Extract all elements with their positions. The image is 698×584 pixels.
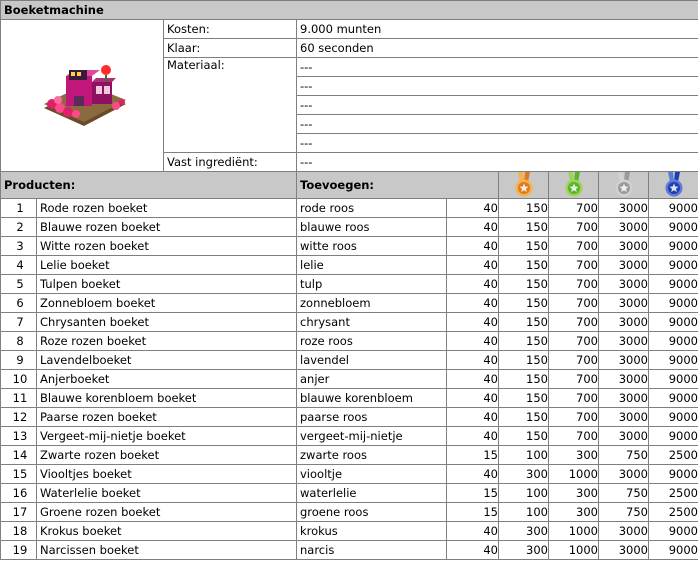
medal-value: 150	[499, 332, 549, 351]
medal-value: 40	[447, 541, 499, 560]
medal-value: 700	[549, 275, 599, 294]
medal-value: 700	[549, 332, 599, 351]
vast-ingredient-label: Vast ingrediënt:	[164, 153, 297, 172]
medal-value: 700	[549, 199, 599, 218]
medal-value: 40	[447, 275, 499, 294]
row-number: 2	[1, 218, 37, 237]
medal-value: 9000	[649, 218, 698, 237]
ingredient-name: paarse roos	[297, 408, 447, 427]
product-name: Blauwe rozen boeket	[37, 218, 297, 237]
medal-value: 150	[499, 408, 549, 427]
medal-value: 15	[447, 503, 499, 522]
medal-value: 150	[499, 218, 549, 237]
product-name: Blauwe korenbloem boeket	[37, 389, 297, 408]
table-header-row	[1, 172, 698, 199]
row-number: 16	[1, 484, 37, 503]
medal-value: 40	[447, 237, 499, 256]
medal-value: 3000	[599, 522, 649, 541]
title-row	[1, 1, 698, 20]
ingredient-name: viooltje	[297, 465, 447, 484]
medal-value: 3000	[599, 427, 649, 446]
medal-header	[549, 172, 599, 199]
medal-value: 9000	[649, 199, 698, 218]
medal-value: 9000	[649, 237, 698, 256]
medal-value: 3000	[599, 237, 649, 256]
medal-value: 15	[447, 484, 499, 503]
ingredient-name: tulp	[297, 275, 447, 294]
product-name: Witte rozen boeket	[37, 237, 297, 256]
table-row	[1, 427, 698, 446]
medal-value: 700	[549, 237, 599, 256]
table-row	[1, 541, 698, 560]
medal-value: 700	[549, 408, 599, 427]
blue-medal-icon	[664, 172, 684, 198]
product-name: Lavendelboeket	[37, 351, 297, 370]
medal-value: 9000	[649, 332, 698, 351]
medal-value: 3000	[599, 313, 649, 332]
bronze-medal-icon	[514, 172, 534, 198]
medal-value: 150	[499, 427, 549, 446]
medal-value: 150	[499, 351, 549, 370]
medal-value: 300	[549, 446, 599, 465]
medal-value: 3000	[599, 275, 649, 294]
medal-header	[649, 172, 698, 199]
medal-value: 9000	[649, 408, 698, 427]
medal-value: 150	[499, 313, 549, 332]
ingredient-name: krokus	[297, 522, 447, 541]
medal-value: 40	[447, 218, 499, 237]
medal-value: 40	[447, 294, 499, 313]
ingredient-name: roze roos	[297, 332, 447, 351]
medal-value: 750	[599, 503, 649, 522]
medal-header	[599, 172, 649, 199]
row-number: 13	[1, 427, 37, 446]
medal-value: 150	[499, 370, 549, 389]
row-number: 3	[1, 237, 37, 256]
row-number: 19	[1, 541, 37, 560]
table-row	[1, 465, 698, 484]
materiaal-value: ---	[297, 134, 698, 153]
product-name: Viooltjes boeket	[37, 465, 297, 484]
medal-value: 3000	[599, 294, 649, 313]
row-number: 1	[1, 199, 37, 218]
row-number: 12	[1, 408, 37, 427]
row-number: 4	[1, 256, 37, 275]
medal-value: 40	[447, 465, 499, 484]
table-row	[1, 408, 698, 427]
medal-value: 40	[447, 256, 499, 275]
table-row	[1, 484, 698, 503]
medal-value: 150	[499, 389, 549, 408]
table-row	[1, 370, 698, 389]
ingredient-name: chrysant	[297, 313, 447, 332]
row-number: 6	[1, 294, 37, 313]
ingredient-name: waterlelie	[297, 484, 447, 503]
kosten-label: Kosten:	[164, 20, 297, 39]
table-row	[1, 351, 698, 370]
table-row	[1, 256, 698, 275]
ingredient-name: blauwe korenbloem	[297, 389, 447, 408]
row-number: 7	[1, 313, 37, 332]
ingredient-name: lelie	[297, 256, 447, 275]
product-name: Lelie boeket	[37, 256, 297, 275]
ingredient-name: vergeet-mij-nietje	[297, 427, 447, 446]
medal-value: 40	[447, 427, 499, 446]
medal-value: 700	[549, 427, 599, 446]
product-name: Chrysanten boeket	[37, 313, 297, 332]
product-name: Krokus boeket	[37, 522, 297, 541]
medal-value: 40	[447, 313, 499, 332]
medal-value: 9000	[649, 465, 698, 484]
medal-value: 3000	[599, 199, 649, 218]
product-name: Groene rozen boeket	[37, 503, 297, 522]
medal-value: 9000	[649, 294, 698, 313]
medal-value: 100	[499, 446, 549, 465]
medal-value: 9000	[649, 351, 698, 370]
table-row	[1, 199, 698, 218]
medal-value: 750	[599, 484, 649, 503]
ingredient-name: rode roos	[297, 199, 447, 218]
row-number: 14	[1, 446, 37, 465]
medal-value: 700	[549, 351, 599, 370]
table-row	[1, 332, 698, 351]
row-number: 17	[1, 503, 37, 522]
medal-value: 300	[549, 503, 599, 522]
product-name: Zwarte rozen boeket	[37, 446, 297, 465]
medal-value: 700	[549, 389, 599, 408]
table-row	[1, 313, 698, 332]
row-number: 8	[1, 332, 37, 351]
medal-value: 3000	[599, 465, 649, 484]
medal-value: 3000	[599, 408, 649, 427]
medal-value: 700	[549, 370, 599, 389]
ingredient-name: lavendel	[297, 351, 447, 370]
medal-value: 3000	[599, 351, 649, 370]
medal-value: 3000	[599, 332, 649, 351]
product-name: Paarse rozen boeket	[37, 408, 297, 427]
product-name: Vergeet-mij-nietje boeket	[37, 427, 297, 446]
ingredient-name: groene roos	[297, 503, 447, 522]
silver-medal-icon	[614, 172, 634, 198]
ingredient-name: anjer	[297, 370, 447, 389]
materiaal-label: Materiaal:	[164, 58, 297, 153]
ingredient-name: witte roos	[297, 237, 447, 256]
product-name: Waterlelie boeket	[37, 484, 297, 503]
medal-value: 9000	[649, 541, 698, 560]
row-number: 10	[1, 370, 37, 389]
medal-value: 40	[447, 408, 499, 427]
medal-value: 1000	[549, 541, 599, 560]
product-name: Rode rozen boeket	[37, 199, 297, 218]
table-row	[1, 275, 698, 294]
medal-value: 40	[447, 351, 499, 370]
product-name: Roze rozen boeket	[37, 332, 297, 351]
materiaal-value: ---	[297, 77, 698, 96]
table-row	[1, 446, 698, 465]
medal-value: 700	[549, 294, 599, 313]
medal-value: 150	[499, 256, 549, 275]
klaar-label: Klaar:	[164, 39, 297, 58]
medal-value: 9000	[649, 370, 698, 389]
row-number: 5	[1, 275, 37, 294]
ingredient-name: zonnebloem	[297, 294, 447, 313]
medal-value: 40	[447, 522, 499, 541]
medal-value: 3000	[599, 541, 649, 560]
medal-value: 700	[549, 218, 599, 237]
medal-value: 100	[499, 484, 549, 503]
product-name: Anjerboeket	[37, 370, 297, 389]
green-medal-icon	[564, 172, 584, 198]
medal-value: 300	[499, 465, 549, 484]
row-number: 18	[1, 522, 37, 541]
medal-value: 2500	[649, 484, 698, 503]
medal-value: 1000	[549, 465, 599, 484]
medal-value: 40	[447, 370, 499, 389]
medal-value: 1000	[549, 522, 599, 541]
info-row-kosten	[1, 20, 698, 39]
producten-header: Producten:	[1, 172, 297, 199]
kosten-value: 9.000 munten	[297, 20, 698, 39]
table-row	[1, 522, 698, 541]
ingredient-name: blauwe roos	[297, 218, 447, 237]
medal-value: 9000	[649, 522, 698, 541]
medal-value: 9000	[649, 313, 698, 332]
table-row	[1, 503, 698, 522]
medal-value: 9000	[649, 256, 698, 275]
medal-value: 2500	[649, 503, 698, 522]
medal-value: 3000	[599, 218, 649, 237]
medal-value: 150	[499, 275, 549, 294]
medal-value: 700	[549, 313, 599, 332]
table-row	[1, 237, 698, 256]
medal-value: 9000	[649, 427, 698, 446]
medal-value: 3000	[599, 256, 649, 275]
ingredient-name: narcis	[297, 541, 447, 560]
product-name: Narcissen boeket	[37, 541, 297, 560]
medal-value: 100	[499, 503, 549, 522]
table-row	[1, 294, 698, 313]
materiaal-value: ---	[297, 58, 698, 77]
page-title: Boeketmachine	[1, 1, 698, 20]
medal-value: 700	[549, 256, 599, 275]
medal-value: 3000	[599, 370, 649, 389]
materiaal-value: ---	[297, 115, 698, 134]
medal-value: 40	[447, 389, 499, 408]
machine-image	[1, 20, 164, 172]
vast-ingredient-value: ---	[297, 153, 698, 172]
medal-value: 150	[499, 237, 549, 256]
product-name: Tulpen boeket	[37, 275, 297, 294]
toevoegen-header: Toevoegen:	[297, 172, 499, 199]
product-name: Zonnebloem boeket	[37, 294, 297, 313]
row-number: 15	[1, 465, 37, 484]
flower-machine-icon	[38, 58, 130, 130]
medal-value: 9000	[649, 275, 698, 294]
medal-value: 2500	[649, 446, 698, 465]
medal-value: 300	[499, 541, 549, 560]
row-number: 11	[1, 389, 37, 408]
medal-value: 750	[599, 446, 649, 465]
medal-value: 300	[549, 484, 599, 503]
medal-value: 15	[447, 446, 499, 465]
medal-value: 40	[447, 199, 499, 218]
medal-value: 40	[447, 332, 499, 351]
medal-value: 300	[499, 522, 549, 541]
medal-value: 150	[499, 199, 549, 218]
medal-value: 150	[499, 294, 549, 313]
medal-value: 9000	[649, 389, 698, 408]
row-number: 9	[1, 351, 37, 370]
table-row	[1, 389, 698, 408]
ingredient-name: zwarte roos	[297, 446, 447, 465]
table-row	[1, 218, 698, 237]
medal-value: 3000	[599, 389, 649, 408]
medal-header	[499, 172, 549, 199]
materiaal-value: ---	[297, 96, 698, 115]
klaar-value: 60 seconden	[297, 39, 698, 58]
